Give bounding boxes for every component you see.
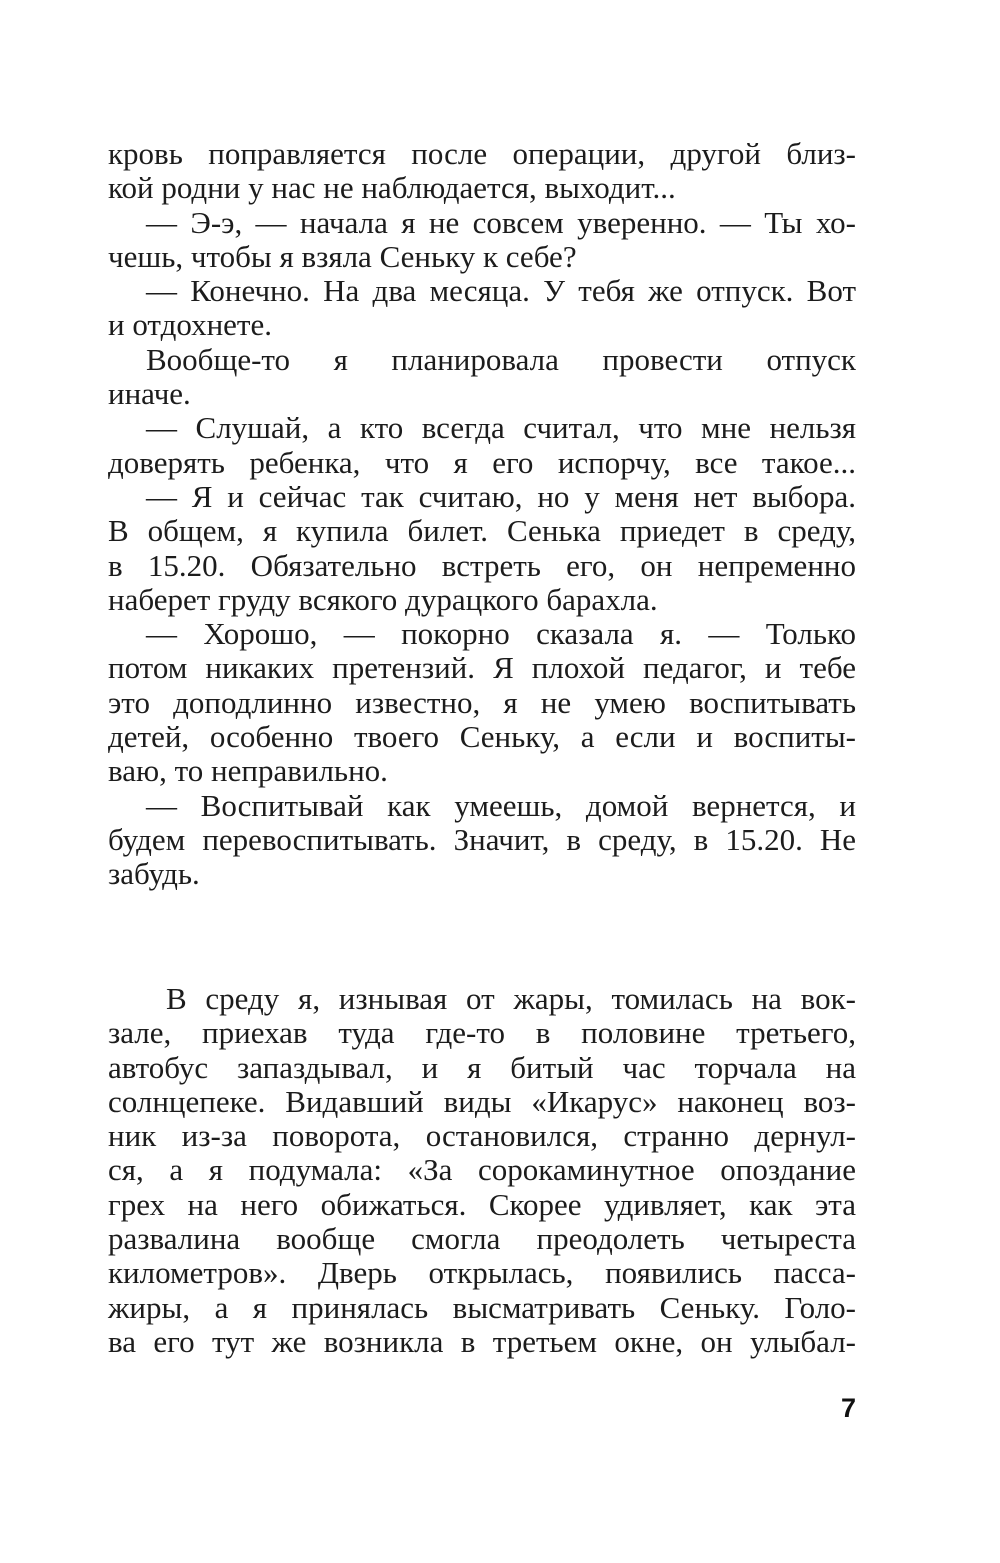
text-line: и отдохнете. (108, 307, 272, 343)
text-line: автобус запаздывал, и я битый час торчала на (108, 1049, 856, 1085)
page-number: 7 (840, 1393, 856, 1423)
text-line: развалина вообще смогла преодолеть четыреста (108, 1221, 856, 1257)
text-line: забудь. (108, 856, 200, 892)
text-line: — Э-э, — начала я не совсем уверенно. — Ты хо- (146, 204, 856, 240)
text-line: жиры, а я принялась высматривать Сеньку. Голо- (108, 1289, 856, 1325)
text-line: — Я и сейчас так считаю, но у меня нет выбора. (146, 478, 856, 514)
text-line: ваю, то неправильно. (108, 753, 388, 789)
text-line: Вообще-то я планировала провести отпуск (146, 341, 856, 377)
text-line: детей, особенно твоего Сеньку, а если и воспиты- (108, 719, 856, 755)
text-line: В среду я, изнывая от жары, томилась на вок- (166, 981, 856, 1016)
text-line: — Воспитывай как умеешь, домой вернется, и (146, 787, 856, 823)
text-line: зале, приехав туда где-то в половине третьего, (108, 1015, 856, 1051)
text-line: солнцепеке. Видавший виды «Икарус» наконец воз- (108, 1083, 856, 1119)
text-line: это доподлинно известно, я не умею воспитывать (108, 684, 856, 720)
text-line: кой родни у нас не наблюдается, выходит... (108, 170, 676, 206)
text-line: — Хорошо, — покорно сказала я. — Только (146, 616, 856, 652)
text-line: наберет груду всякого дурацкого барахла. (108, 581, 658, 617)
text-line: километров». Дверь открылась, появились пасса- (108, 1255, 856, 1291)
text-line: чешь, чтобы я взяла Сеньку к себе? (108, 238, 577, 274)
text-line: ся, а я подумала: «За сорокаминутное опоздание (108, 1152, 856, 1188)
text-line: В общем, я купила билет. Сенька приедет в среду, (108, 513, 856, 549)
text-line: доверять ребенка, что я его испорчу, все такое... (108, 444, 856, 480)
text-line: потом никаких претензий. Я плохой педагог, и тебе (108, 650, 856, 686)
text-line: — Конечно. На два месяца. У тебя же отпуск. Вот (146, 273, 856, 309)
text-block-narrative (108, 982, 856, 1359)
text-line: кровь поправляется после операции, другой близ- (108, 136, 856, 171)
text-line: в 15.20. Обязательно встреть его, он непременно (108, 547, 856, 583)
text-line: будем перевоспитывать. Значит, в среду, в 15.20. Не (108, 821, 856, 857)
text-line: иначе. (108, 376, 191, 412)
text-line: ва его тут же возникла в третьем окне, он улыбал- (108, 1323, 856, 1359)
text-line: ник из-за поворота, остановился, странно дернул- (108, 1118, 856, 1154)
text-line: грех на него обижаться. Скорее удивляет, как эта (108, 1186, 856, 1222)
text-block-dialogue (108, 137, 856, 892)
text-line: — Слушай, а кто всегда считал, что мне нельзя (146, 410, 856, 446)
